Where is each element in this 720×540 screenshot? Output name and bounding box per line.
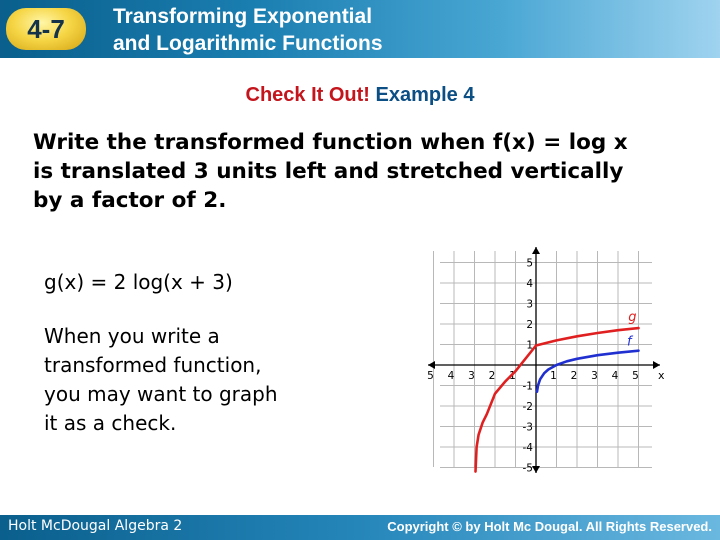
- footer-copyright: Copyright © by Holt Mc Dougal. All Rights Reserved.: [387, 519, 712, 534]
- grid: [434, 251, 653, 468]
- y-axis-arrow-down: [532, 466, 540, 473]
- y-tick-label: -3: [522, 421, 533, 434]
- y-tick-label: 2: [526, 319, 533, 331]
- note-text: [44, 322, 344, 438]
- x-tick-label: 1: [509, 370, 516, 382]
- example-heading: [0, 84, 720, 107]
- note-line1: When you write a: [44, 324, 220, 348]
- x-tick-label: 5: [632, 370, 639, 382]
- x-tick-label: 2: [570, 370, 578, 382]
- y-tick-label: -5: [522, 462, 533, 475]
- y-tick-label: -1: [522, 380, 533, 393]
- axes: [428, 247, 660, 473]
- y-tick-label: 4: [526, 278, 533, 290]
- x-tick-label: 3: [591, 370, 598, 382]
- note-line4: it as a check.: [44, 411, 177, 435]
- header-title: [113, 3, 383, 57]
- y-tick-label: 1: [526, 339, 533, 352]
- answer-equation: g(x) = 2 log(x + 3): [44, 270, 233, 294]
- problem-line1: Write the transformed function when f(x) = log x: [33, 130, 628, 155]
- x-axis-arrow-right: [653, 361, 660, 369]
- tick-labels: [427, 258, 665, 475]
- series-label-g: g: [628, 309, 637, 325]
- y-tick-label: -4: [522, 442, 533, 454]
- y-tick-label: 5: [526, 257, 533, 270]
- y-tick-label: 3: [526, 298, 533, 311]
- footer-bar: [0, 515, 720, 540]
- note-line2: transformed function,: [44, 353, 262, 377]
- x-tick-label: 1: [550, 370, 557, 382]
- problem-line2: is translated 3 units left and stretched vertically: [33, 159, 624, 184]
- example-label: Example 4: [375, 84, 475, 106]
- header-bar: [0, 0, 720, 58]
- x-axis-arrow-left: [428, 361, 435, 369]
- note-line3: you may want to graph: [44, 382, 278, 406]
- x-tick-label: 4: [447, 370, 455, 382]
- x-axis-label: x: [658, 369, 665, 382]
- lesson-number: 4-7: [27, 13, 65, 44]
- x-tick-label: 5: [427, 370, 434, 382]
- problem-statement: [33, 128, 703, 215]
- header-title-line1: Transforming Exponential: [113, 5, 373, 28]
- lesson-badge: [6, 8, 86, 50]
- log-graph: [420, 245, 670, 475]
- x-tick-label: 2: [488, 370, 496, 382]
- x-tick-label: 4: [611, 370, 619, 382]
- footer-book-title: Holt McDougal Algebra 2: [8, 518, 183, 534]
- check-it-out-label: Check It Out!: [245, 84, 370, 106]
- problem-line3: by a factor of 2.: [33, 188, 227, 213]
- x-tick-label: 3: [468, 370, 475, 382]
- series-label-f: f: [626, 334, 632, 350]
- header-title-line2: and Logarithmic Functions: [113, 32, 383, 55]
- y-tick-label: -2: [522, 401, 533, 413]
- y-axis-arrow-up: [532, 247, 540, 254]
